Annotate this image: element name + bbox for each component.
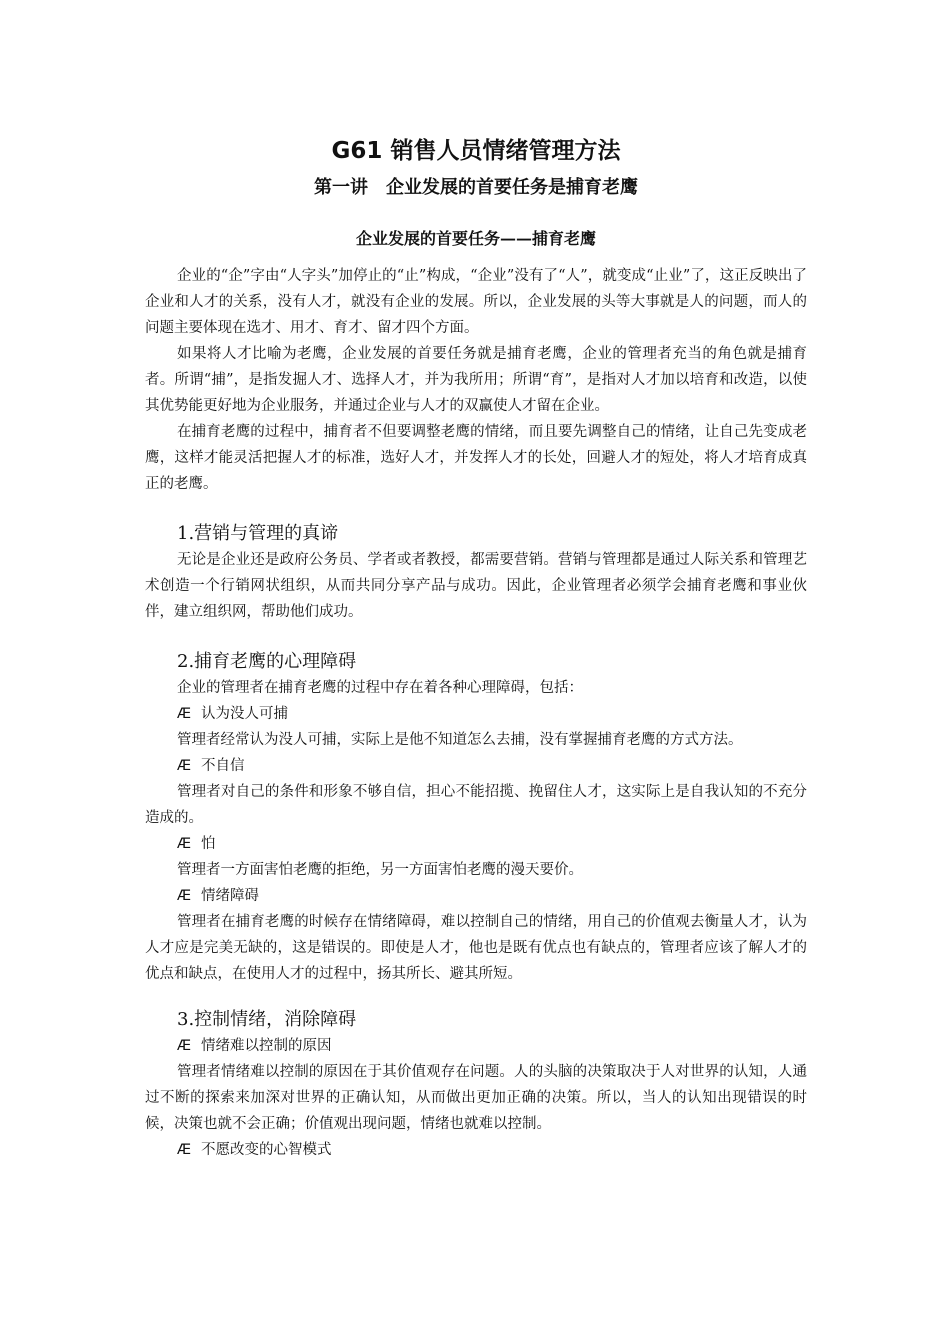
bullet-paragraph: 管理者一方面害怕老鹰的拒绝，另一方面害怕老鹰的漫天要价。 — [177, 862, 583, 878]
bullet-paragraph: 管理者对自己的条件和形象不够自信，担心不能招揽、挽留住人才，这实际上是自我认知的不充分造成的。 — [145, 784, 807, 826]
intro-paragraph-1: 企业的“企”字由“人字头”加停止的“止”构成，“企业”没有了“人”，就变成“止业”了，这正反映出了企业和人才的关系，没有人才，就没有企业的发展。所以，企业发展的头等大事就是人的问题，而人的问题主要体现在选才、用才、育才、留才四个方面。 — [145, 268, 807, 336]
document-title: G61 销售人员情绪管理方法 — [331, 138, 621, 164]
section-1-paragraph: 无论是企业还是政府公务员、学者或者教授，都需要营销。营销与管理都是通过人际关系和管理艺术创造一个行销网状组织，从而共同分享产品与成功。因此，企业管理者必须学会捕育老鹰和事业伙伴，建立组织网，帮助他们成功。 — [145, 552, 807, 620]
bullet-marker: Æ — [177, 706, 192, 722]
bullet-item — [145, 883, 807, 909]
bullet-item — [145, 1033, 807, 1059]
bullet-marker: Æ — [177, 836, 192, 852]
section-2-intro: 企业的管理者在捕育老鹰的过程中存在着各种心理障碍，包括： — [177, 680, 583, 696]
bullet-paragraph: 管理者在捕育老鹰的时候存在情绪障碍，难以控制自己的情绪，用自己的价值观去衡量人才，认为人才应是完美无缺的，这是错误的。即使是人才，他也是既有优点也有缺点的，管理者应该了解人才的优点和缺点，在使用人才的过程中，扬其所长、避其所短。 — [145, 914, 807, 982]
bullet-marker: Æ — [177, 888, 192, 904]
bullet-label: 怕 — [201, 836, 216, 852]
section-2-heading: 2.捕育老鹰的心理障碍 — [177, 651, 357, 672]
bullet-marker: Æ — [177, 1142, 192, 1158]
lecture-subtitle: 第一讲 企业发展的首要任务是捕育老鹰 — [314, 177, 638, 198]
intro-paragraph-2: 如果将人才比喻为老鹰，企业发展的首要任务就是捕育老鹰，企业的管理者充当的角色就是捕育者。所谓“捕”，是指发掘人才、选择人才，并为我所用；所谓“育”，是指对人才加以培育和改造，以使其优势能更好地为企业服务，并通过企业与人才的双赢使人才留在企业。 — [145, 346, 807, 414]
bullet-label: 情绪难以控制的原因 — [201, 1038, 332, 1054]
bullet-label: 认为没人可捕 — [201, 706, 288, 722]
document-body — [145, 263, 807, 1163]
intro-paragraph-3: 在捕育老鹰的过程中，捕育者不但要调整老鹰的情绪，而且要先调整自己的情绪，让自己先变成老鹰，这样才能灵活把握人才的标准，选好人才，并发挥人才的长处，回避人才的短处，将人才培育成真正的老鹰。 — [145, 424, 807, 492]
section-subheading: 企业发展的首要任务——捕育老鹰 — [355, 229, 596, 248]
bullet-item — [145, 1137, 807, 1163]
section-3-heading: 3.控制情绪，消除障碍 — [177, 1009, 357, 1030]
bullet-item — [145, 831, 807, 857]
section-1-heading: 1.营销与管理的真谛 — [177, 523, 339, 544]
bullet-marker: Æ — [177, 1038, 192, 1054]
bullet-marker: Æ — [177, 758, 192, 774]
bullet-label: 不自信 — [201, 758, 245, 774]
bullet-item — [145, 753, 807, 779]
bullet-paragraph: 管理者经常认为没人可捕，实际上是他不知道怎么去捕，没有掌握捕育老鹰的方式方法。 — [177, 732, 743, 748]
bullet-label: 不愿改变的心智模式 — [201, 1142, 332, 1158]
bullet-paragraph: 管理者情绪难以控制的原因在于其价值观存在问题。人的头脑的决策取决于人对世界的认知，人通过不断的探索来加深对世界的正确认知，从而做出更加正确的决策。所以，当人的认知出现错误的时候，决策也就不会正确；价值观出现问题，情绪也就难以控制。 — [145, 1064, 807, 1132]
bullet-label: 情绪障碍 — [201, 888, 259, 904]
bullet-item — [145, 701, 807, 727]
